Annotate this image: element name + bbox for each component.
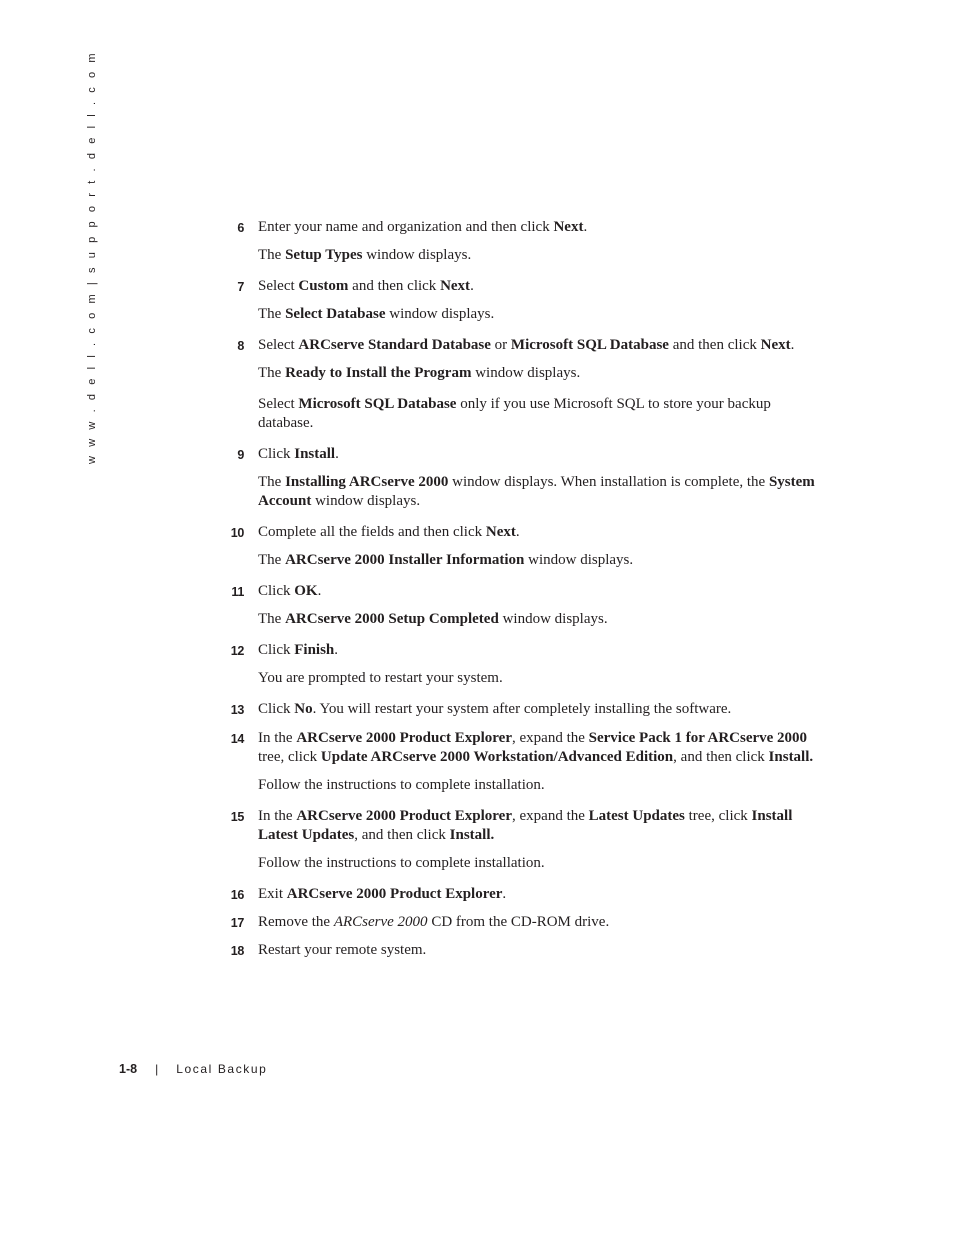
step-7: 7 Select Custom and then click Next. xyxy=(228,277,818,296)
step-17: 17 Remove the ARCserve 2000 CD from the CD-ROM drive. xyxy=(228,913,818,932)
step-12: 12 Click Finish. xyxy=(228,641,818,660)
step-16: 16 Exit ARCserve 2000 Product Explorer. xyxy=(228,885,818,904)
step-number: 9 xyxy=(237,448,244,462)
step-13: 13 Click No. You will restart your system after completely installing the software. xyxy=(228,700,818,719)
step-text: . xyxy=(583,219,588,235)
step-number: 16 xyxy=(230,888,244,902)
step-number: 14 xyxy=(230,732,244,746)
ui-term: Next xyxy=(553,219,584,235)
page-footer xyxy=(119,1062,267,1076)
step-note: The Ready to Install the Program window displays. xyxy=(258,365,581,381)
step-18: 18 Restart your remote system. xyxy=(228,941,818,960)
chapter-title: Local Backup xyxy=(176,1062,268,1076)
page-number: 1-8 xyxy=(119,1062,138,1076)
step-15: 15 In the ARCserve 2000 Product Explorer, expand the Latest Updates tree, click Install Latest Updates, and then click Install. xyxy=(228,807,818,845)
step-14: 14 In the ARCserve 2000 Product Explorer, expand the Service Pack 1 for ARCserve 2000 tree, click Update ARCserve 2000 Workstation/Advanced Edition, and then click Install. xyxy=(228,729,818,767)
footer-separator: | xyxy=(155,1062,159,1076)
step-note: The Installing ARCserve 2000 window displays. When installation is complete, the System Account window displays. xyxy=(258,474,815,509)
step-6 xyxy=(228,218,818,237)
step-8: 8 Select ARCserve Standard Database or Microsoft SQL Database and then click Next. xyxy=(228,336,818,355)
step-note: The ARCserve 2000 Setup Completed window displays. xyxy=(258,611,608,627)
step-note: Follow the instructions to complete installation. xyxy=(258,777,545,793)
instruction-list xyxy=(228,218,818,960)
step-note: You are prompted to restart your system. xyxy=(258,670,503,686)
step-number: 6 xyxy=(237,221,244,235)
step-10: 10 Complete all the fields and then click Next. xyxy=(228,523,818,542)
step-note: The ARCserve 2000 Installer Information window displays. xyxy=(258,552,634,568)
step-text: Enter your name and organization and then click xyxy=(258,219,554,235)
step-number: 7 xyxy=(237,280,244,294)
step-number: 18 xyxy=(230,944,244,958)
step-number: 13 xyxy=(230,703,244,717)
step-note: The Setup Types window displays. xyxy=(258,247,472,263)
step-number: 12 xyxy=(230,644,244,658)
step-number: 11 xyxy=(231,585,244,599)
step-note: Select Microsoft SQL Database only if you use Microsoft SQL to store your backup database. xyxy=(258,396,771,431)
step-11: 11 Click OK. xyxy=(228,582,818,601)
sidebar-url: w w w . d e l l . c o m | s u p p o r t . d e l l . c o m xyxy=(86,50,98,464)
step-9: 9 Click Install. xyxy=(228,445,818,464)
step-number: 15 xyxy=(230,810,244,824)
step-note: The Select Database window displays. xyxy=(258,306,495,322)
step-number: 8 xyxy=(237,339,244,353)
step-number: 17 xyxy=(230,916,244,930)
step-number: 10 xyxy=(230,526,244,540)
step-note: Follow the instructions to complete installation. xyxy=(258,855,545,871)
